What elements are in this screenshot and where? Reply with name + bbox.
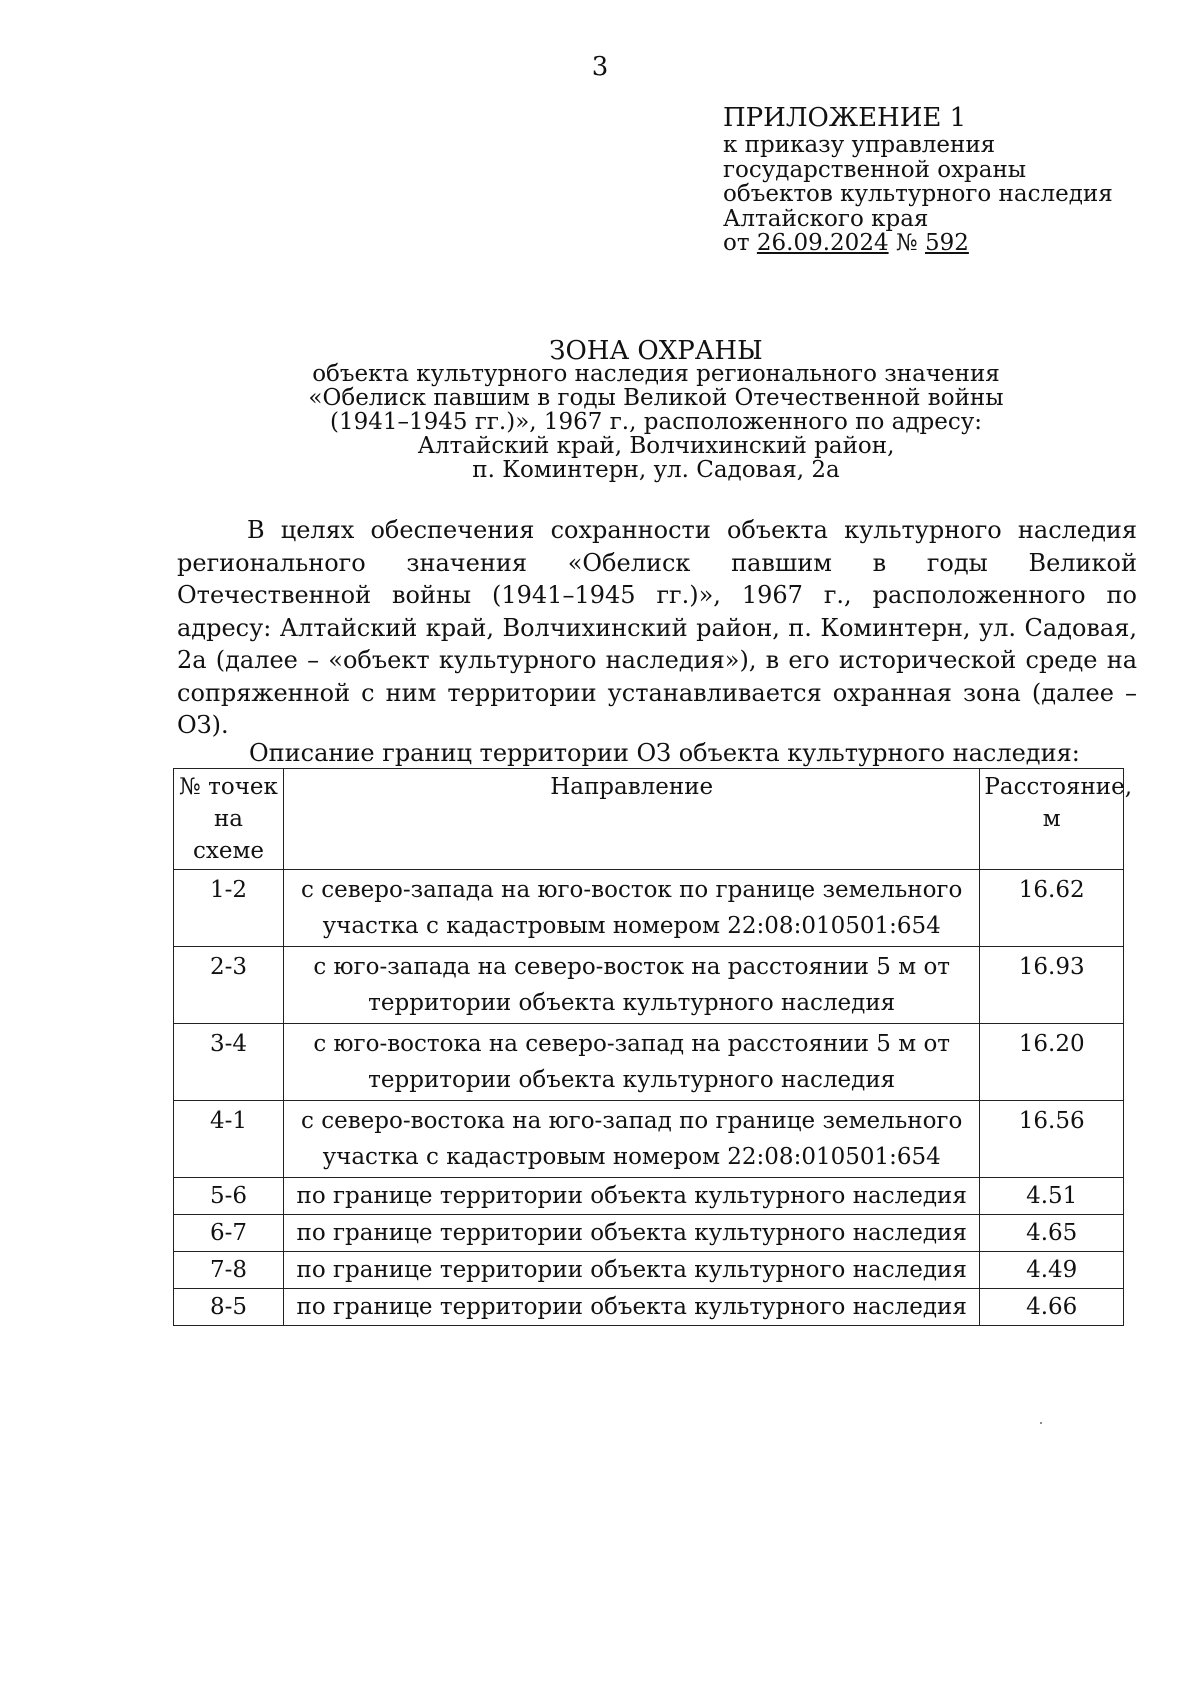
page-number: 3 <box>591 52 609 82</box>
cell-points: 8-5 <box>174 1289 284 1326</box>
subtitle-line: (1941–1945 гг.)», 1967 г., расположенного по адресу: <box>329 409 983 435</box>
cell-distance: 16.56 <box>980 1101 1124 1178</box>
intro-paragraph: В целях обеспечения сохранности объекта культурного наследия регионального значения «Обелиск павшим в годы Великой Отечественной войны (1941–1945 гг.)», 1967 г., расположенного по адресу: Алтайский край, Волчихинский район, п. Коминтерн, ул. Садовая, 2а (далее – «объект культурного наследия»), в его исторической среде на сопряженной с ним территории устанавливается охранная зона (далее – ОЗ). <box>177 516 1137 739</box>
appendix-date-line <box>723 231 1163 256</box>
order-number: 592 <box>924 230 969 257</box>
order-date: 26.09.2024 <box>756 230 889 257</box>
appendix-title: ПРИЛОЖЕНИЕ 1 <box>723 103 967 133</box>
subtitle-line: «Обелиск павшим в годы Великой Отечественной войны <box>308 385 1004 411</box>
number-prefix: № <box>895 230 918 257</box>
header-direction: Направление <box>283 769 979 870</box>
header-points: № точек на схеме <box>174 769 284 870</box>
cell-distance: 4.49 <box>980 1252 1124 1289</box>
cell-points: 1-2 <box>174 870 284 947</box>
table-row <box>174 1252 1124 1289</box>
cell-distance: 16.62 <box>980 870 1124 947</box>
cell-distance: 4.65 <box>980 1215 1124 1252</box>
cell-points: 7-8 <box>174 1252 284 1289</box>
header-distance: Расстояние, м <box>980 769 1124 870</box>
table-caption: Описание границ территории ОЗ объекта культурного наследия: <box>249 739 1080 767</box>
zone-title: ЗОНА ОХРАНЫ <box>549 336 763 366</box>
table-row <box>174 870 1124 947</box>
subtitle-line: Алтайский край, Волчихинский район, <box>417 433 895 459</box>
subtitle-line: объекта культурного наследия регионального значения <box>312 361 1000 387</box>
cell-distance: 16.93 <box>980 947 1124 1024</box>
date-prefix: от <box>723 230 750 257</box>
cell-direction: по границе территории объекта культурного наследия <box>283 1178 979 1215</box>
appendix-line: объектов культурного наследия <box>723 181 1113 208</box>
cell-direction: по границе территории объекта культурного наследия <box>283 1252 979 1289</box>
cell-points: 2-3 <box>174 947 284 1024</box>
cell-direction: с юго-востока на северо-запад на расстоянии 5 м от территории объекта культурного наследия <box>283 1024 979 1101</box>
subtitle-line: п. Коминтерн, ул. Садовая, 2а <box>472 457 840 483</box>
appendix-line: к приказу управления <box>723 132 996 158</box>
cell-points: 4-1 <box>174 1101 284 1178</box>
cell-direction: по границе территории объекта культурного наследия <box>283 1289 979 1326</box>
table-row <box>174 1178 1124 1215</box>
scan-speck <box>1040 1422 1042 1424</box>
cell-points: 3-4 <box>174 1024 284 1101</box>
boundary-table <box>173 768 1133 1326</box>
table-row <box>174 1289 1124 1326</box>
appendix-line: Алтайского края <box>723 205 929 232</box>
cell-distance: 4.51 <box>980 1178 1124 1215</box>
zone-subtitle <box>250 362 1062 482</box>
appendix-block <box>723 103 1163 256</box>
table-row <box>174 1215 1124 1252</box>
cell-direction: с северо-востока на юго-запад по границе земельного участка с кадастровым номером 22:08:010501:654 <box>283 1101 979 1178</box>
cell-direction: по границе территории объекта культурного наследия <box>283 1215 979 1252</box>
appendix-line: государственной охраны <box>723 156 1027 183</box>
table-row <box>174 1101 1124 1178</box>
cell-distance: 16.20 <box>980 1024 1124 1101</box>
table-row <box>174 947 1124 1024</box>
cell-points: 5-6 <box>174 1178 284 1215</box>
cell-distance: 4.66 <box>980 1289 1124 1326</box>
cell-direction: с юго-запада на северо-восток на расстоянии 5 м от территории объекта культурного наследия <box>283 947 979 1024</box>
cell-points: 6-7 <box>174 1215 284 1252</box>
table-row <box>174 1024 1124 1101</box>
table-header-row <box>174 769 1124 870</box>
cell-direction: с северо-запада на юго-восток по границе земельного участка с кадастровым номером 22:08:010501:654 <box>283 870 979 947</box>
